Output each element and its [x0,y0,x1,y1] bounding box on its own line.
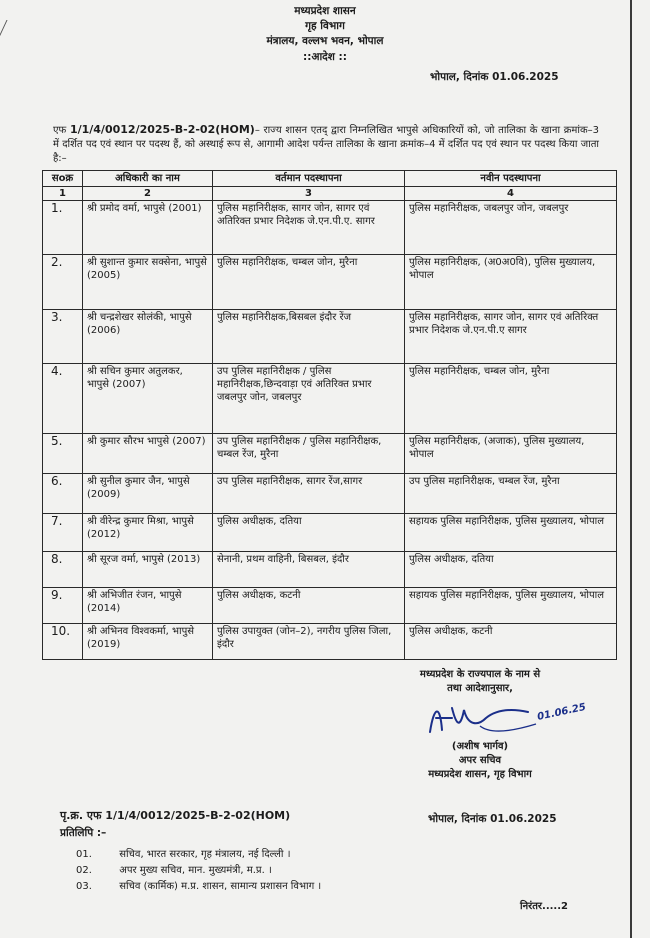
row-officer-name: श्री कुमार सौरभ भापुसे (2007) [83,434,213,474]
signatory-designation: अपर सचिव [458,755,502,766]
row-officer-name: श्री प्रमोद वर्मा, भापुसे (2001) [83,201,213,255]
row-new-posting: पुलिस महानिरीक्षक, (अ0अ0वि), पुलिस मुख्यालय, भोपाल [405,255,617,310]
row-current-posting: पुलिस महानिरीक्षक, चम्बल जोन, मुरैना [213,255,405,310]
row-officer-name: श्री सुशान्त कुमार सक्सेना, भापुसे (2005) [83,255,213,310]
list-item [76,862,272,876]
signature-scribble-area [360,696,600,740]
signatory-name: (अशीष भार्गव) [451,741,509,752]
order-text: – राज्य शासन एतद् द्वारा निम्नलिखित भापुसे अधिकारियों को, जो तालिका के खाना क्रमांक–3 में दर्शित पद एवं स्थान पर पदस्थ हैं, को अस्थाई रूप से, आगामी आदेश पर्यन्त तालिका के खाना क्रमांक–4 में दर्शित पद एवं स्थान पर पदस्थ किया जाता है:– [53,125,600,164]
row-officer-name: श्री अभिजीत रंजन, भापुसे (2014) [83,588,213,624]
header-order-title: ::आदेश :: [303,51,347,63]
row-officer-name: श्री वीरेन्द्र कुमार मिश्रा, भापुसे (2012) [83,514,213,552]
col-header-sn: सoक्र [43,171,83,187]
table-row [43,588,617,624]
row-officer-name: श्री सूरज वर्मा, भापुसे (2013) [83,552,213,588]
order-paragraph [53,123,599,166]
table-row [43,310,617,364]
row-new-posting: पुलिस अधीक्षक, कटनी [405,624,617,660]
table-row [43,552,617,588]
copy-to-label: प्रतिलिपि :– [60,827,107,839]
row-current-posting: उप पुलिस महानिरीक्षक, सागर रेंज,सागर [213,474,405,514]
row-new-posting: सहायक पुलिस महानिरीक्षक, पुलिस मुख्यालय, भोपाल [405,588,617,624]
col-number: 2 [83,187,213,201]
row-sn: 10. [43,624,83,660]
continued-note: निरंतर.....2 [520,901,568,912]
copy-item-text: सचिव (कार्मिक) म.प्र. शासन, सामान्य प्रशासन विभाग । [119,881,322,892]
signature-block [360,668,600,782]
table-row [43,624,617,660]
endorsement-prefix: पृ.क्र. एफ [60,809,102,822]
posting-table [42,170,617,660]
row-new-posting: पुलिस महानिरीक्षक, जबलपुर जोन, जबलपुर [405,201,617,255]
row-sn: 3. [43,310,83,364]
signature-authority-line1: मध्यप्रदेश के राज्यपाल के नाम से [419,669,541,680]
table-header-row [43,171,617,187]
col-header-new: नवीन पदस्थापना [405,171,617,187]
copy-item-text: अपर मुख्य सचिव, मान. मुख्यमंत्री, म.प्र. । [119,865,272,876]
signature-authority-line2: तथा आदेशानुसार, [447,683,513,694]
endorsement-number-line [60,808,290,823]
table-row [43,364,617,434]
row-new-posting: पुलिस महानिरीक्षक, सागर जोन, सागर एवं अतिरिक्त प्रभार निदेशक जे.एन.पी.ए सागर [405,310,617,364]
col-number: 4 [405,187,617,201]
row-new-posting: सहायक पुलिस महानिरीक्षक, पुलिस मुख्यालय, भोपाल [405,514,617,552]
col-number: 1 [43,187,83,201]
order-number: 1/1/4/0012/2025-B-2-02(HOM) [69,123,255,136]
row-current-posting: पुलिस उपायुक्त (जोन–2), नगरीय पुलिस जिला, इंदौर [213,624,405,660]
signatory-department: मध्यप्रदेश शासन, गृह विभाग [428,769,532,780]
row-officer-name: श्री सचिन कुमार अतुलकर, भापुसे (2007) [83,364,213,434]
table-number-row [43,187,617,201]
col-number: 3 [213,187,405,201]
row-new-posting: पुलिस महानिरीक्षक, चम्बल जोन, मुरैना [405,364,617,434]
row-sn: 7. [43,514,83,552]
signature-scribble [360,696,600,740]
order-date: भोपाल, दिनांक 01.06.2025 [430,71,559,83]
row-current-posting: सेनानी, प्रथम वाहिनी, बिसबल, इंदौर [213,552,405,588]
row-new-posting: पुलिस महानिरीक्षक, (अजाक), पुलिस मुख्यालय, भोपाल [405,434,617,474]
table-row [43,514,617,552]
col-header-name: अधिकारी का नाम [83,171,213,187]
row-current-posting: उप पुलिस महानिरीक्षक / पुलिस महानिरीक्षक, चम्बल रेंज, मुरैना [213,434,405,474]
row-sn: 8. [43,552,83,588]
row-sn: 2. [43,255,83,310]
table-row [43,255,617,310]
signature-date: 01.06.25 [536,701,587,723]
row-sn: 4. [43,364,83,434]
copy-item-number: 02. [76,865,92,876]
col-header-current: वर्तमान पदस्थापना [213,171,405,187]
row-sn: 9. [43,588,83,624]
header-department: गृह विभाग [305,20,345,32]
row-current-posting: पुलिस अधीक्षक, दतिया [213,514,405,552]
row-new-posting: पुलिस अधीक्षक, दतिया [405,552,617,588]
row-officer-name: श्री अभिनव विश्वकर्मा, भापुसे (2019) [83,624,213,660]
copy-item-number: 03. [76,881,92,892]
order-prefix: एफ [53,125,67,136]
row-new-posting: उप पुलिस महानिरीक्षक, चम्बल रेंज, मुरैना [405,474,617,514]
row-current-posting: पुलिस अधीक्षक, कटनी [213,588,405,624]
copy-item-number: 01. [76,849,92,860]
row-sn: 5. [43,434,83,474]
list-item [76,846,291,860]
list-item [76,878,321,892]
table-row [43,201,617,255]
table-row [43,474,617,514]
header-address: मंत्रालय, वल्लभ भवन, भोपाल [266,35,384,47]
endorsement-date: भोपाल, दिनांक 01.06.2025 [428,813,557,825]
row-current-posting: उप पुलिस महानिरीक्षक / पुलिस महानिरीक्षक,छिन्दवाड़ा एवं अतिरिक्त प्रभार जबलपुर जोन, जबलपुर [213,364,405,434]
row-current-posting: पुलिस महानिरीक्षक, सागर जोन, सागर एवं अतिरिक्त प्रभार निदेशक जे.एन.पी.ए. सागर [213,201,405,255]
header-govt: मध्यप्रदेश शासन [294,5,356,17]
row-officer-name: श्री चन्द्रशेखर सोलंकी, भापुसे (2006) [83,310,213,364]
page-edge [630,0,632,938]
endorsement-number: 1/1/4/0012/2025-B-2-02(HOM) [105,809,291,822]
row-officer-name: श्री सुनील कुमार जैन, भापुसे (2009) [83,474,213,514]
table-row [43,434,617,474]
row-current-posting: पुलिस महानिरीक्षक,बिसबल इंदौर रेंज [213,310,405,364]
row-sn: 1. [43,201,83,255]
copy-item-text: सचिव, भारत सरकार, गृह मंत्रालय, नई दिल्ली । [119,849,291,860]
row-sn: 6. [43,474,83,514]
